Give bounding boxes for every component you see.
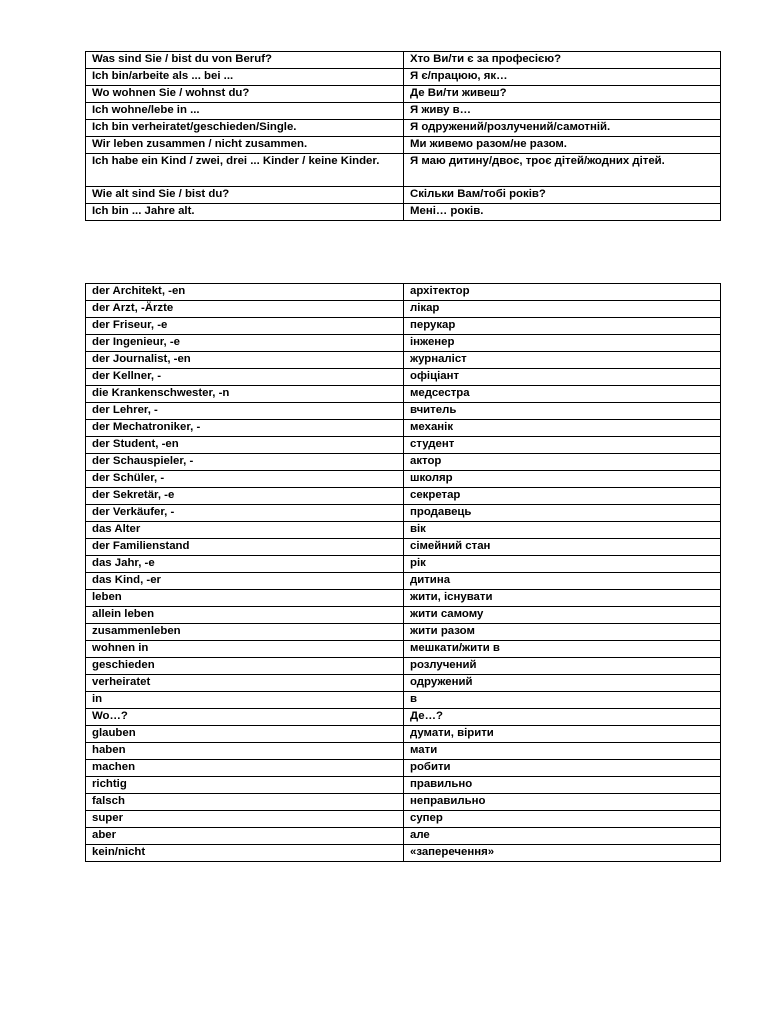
phrases-table-body [86, 52, 721, 221]
ukrainian-translation-cell: продавець [404, 505, 721, 522]
ukrainian-translation-cell: офіціант [404, 369, 721, 386]
german-term-cell: der Kellner, - [86, 369, 404, 386]
vocabulary-row [86, 573, 721, 590]
vocabulary-row [86, 845, 721, 862]
german-term-cell: verheiratet [86, 675, 404, 692]
ukrainian-translation-cell: але [404, 828, 721, 845]
phrase-row [86, 187, 721, 204]
phrase-row [86, 103, 721, 120]
vocabulary-row [86, 624, 721, 641]
german-term-cell: der Lehrer, - [86, 403, 404, 420]
phrase-row [86, 137, 721, 154]
ukrainian-translation-cell: мешкати/жити в [404, 641, 721, 658]
ukrainian-translation-cell: актор [404, 454, 721, 471]
phrase-row [86, 69, 721, 86]
vocabulary-row [86, 692, 721, 709]
german-term-cell: der Ingenieur, -e [86, 335, 404, 352]
ukrainian-translation-cell: рік [404, 556, 721, 573]
vocabulary-row [86, 658, 721, 675]
ukrainian-translation-cell: Я одружений/розлучений/самотній. [404, 120, 721, 137]
phrase-row [86, 154, 721, 187]
ukrainian-translation-cell: інженер [404, 335, 721, 352]
german-term-cell: der Sekretär, -e [86, 488, 404, 505]
ukrainian-translation-cell: сімейний стан [404, 539, 721, 556]
ukrainian-translation-cell: Мені… років. [404, 204, 721, 221]
ukrainian-translation-cell: в [404, 692, 721, 709]
vocabulary-row [86, 539, 721, 556]
ukrainian-translation-cell: Я маю дитину/двоє, троє дітей/жодних дітей. [404, 154, 721, 187]
ukrainian-translation-cell: секретар [404, 488, 721, 505]
german-term-cell: glauben [86, 726, 404, 743]
vocabulary-row [86, 335, 721, 352]
vocabulary-row [86, 420, 721, 437]
vocabulary-row [86, 607, 721, 624]
ukrainian-translation-cell: «заперечення» [404, 845, 721, 862]
vocabulary-row [86, 318, 721, 335]
vocabulary-row [86, 301, 721, 318]
german-term-cell: der Verkäufer, - [86, 505, 404, 522]
vocabulary-row [86, 522, 721, 539]
german-term-cell: der Mechatroniker, - [86, 420, 404, 437]
german-term-cell: richtig [86, 777, 404, 794]
ukrainian-translation-cell: робити [404, 760, 721, 777]
vocabulary-row [86, 777, 721, 794]
ukrainian-translation-cell: неправильно [404, 794, 721, 811]
german-term-cell: Wo…? [86, 709, 404, 726]
ukrainian-translation-cell: вчитель [404, 403, 721, 420]
vocabulary-row [86, 556, 721, 573]
german-term-cell: Wie alt sind Sie / bist du? [86, 187, 404, 204]
phrase-row [86, 204, 721, 221]
vocabulary-row [86, 454, 721, 471]
vocabulary-row [86, 675, 721, 692]
phrase-row [86, 86, 721, 103]
vocabulary-row [86, 386, 721, 403]
german-term-cell: allein leben [86, 607, 404, 624]
ukrainian-translation-cell: Я є/працюю, як… [404, 69, 721, 86]
german-term-cell: der Schauspieler, - [86, 454, 404, 471]
ukrainian-translation-cell: Ми живемо разом/не разом. [404, 137, 721, 154]
vocabulary-row [86, 352, 721, 369]
german-term-cell: die Krankenschwester, -n [86, 386, 404, 403]
german-term-cell: aber [86, 828, 404, 845]
ukrainian-translation-cell: перукар [404, 318, 721, 335]
german-term-cell: super [86, 811, 404, 828]
german-term-cell: falsch [86, 794, 404, 811]
vocabulary-row [86, 590, 721, 607]
ukrainian-translation-cell: Я живу в… [404, 103, 721, 120]
german-term-cell: Was sind Sie / bist du von Beruf? [86, 52, 404, 69]
ukrainian-translation-cell: розлучений [404, 658, 721, 675]
phrase-row [86, 120, 721, 137]
german-term-cell: der Arzt, -Ärzte [86, 301, 404, 318]
ukrainian-translation-cell: Де…? [404, 709, 721, 726]
german-term-cell: das Kind, -er [86, 573, 404, 590]
german-term-cell: kein/nicht [86, 845, 404, 862]
german-term-cell: der Architekt, -en [86, 284, 404, 301]
ukrainian-translation-cell: мати [404, 743, 721, 760]
german-term-cell: der Friseur, -e [86, 318, 404, 335]
german-term-cell: Ich habe ein Kind / zwei, drei ... Kinder / keine Kinder. [86, 154, 404, 187]
vocabulary-row [86, 641, 721, 658]
vocabulary-row [86, 811, 721, 828]
ukrainian-translation-cell: правильно [404, 777, 721, 794]
german-term-cell: Wir leben zusammen / nicht zusammen. [86, 137, 404, 154]
ukrainian-translation-cell: думати, вірити [404, 726, 721, 743]
german-term-cell: haben [86, 743, 404, 760]
german-term-cell: Ich bin ... Jahre alt. [86, 204, 404, 221]
vocabulary-row [86, 471, 721, 488]
ukrainian-translation-cell: механік [404, 420, 721, 437]
ukrainian-translation-cell: лікар [404, 301, 721, 318]
german-term-cell: geschieden [86, 658, 404, 675]
german-term-cell: der Journalist, -en [86, 352, 404, 369]
ukrainian-translation-cell: вік [404, 522, 721, 539]
ukrainian-translation-cell: Хто Ви/ти є за професією? [404, 52, 721, 69]
ukrainian-translation-cell: студент [404, 437, 721, 454]
german-term-cell: der Schüler, - [86, 471, 404, 488]
phrase-row [86, 52, 721, 69]
vocabulary-row [86, 794, 721, 811]
ukrainian-translation-cell: супер [404, 811, 721, 828]
ukrainian-translation-cell: медсестра [404, 386, 721, 403]
german-term-cell: das Jahr, -e [86, 556, 404, 573]
german-term-cell: leben [86, 590, 404, 607]
ukrainian-translation-cell: Скільки Вам/тобі років? [404, 187, 721, 204]
vocabulary-row [86, 369, 721, 386]
vocabulary-row [86, 488, 721, 505]
ukrainian-translation-cell: жити, існувати [404, 590, 721, 607]
vocabulary-row [86, 284, 721, 301]
german-term-cell: machen [86, 760, 404, 777]
vocabulary-table [85, 283, 721, 862]
phrases-table [85, 51, 721, 221]
vocabulary-row [86, 437, 721, 454]
german-term-cell: das Alter [86, 522, 404, 539]
vocabulary-row [86, 726, 721, 743]
ukrainian-translation-cell: жити самому [404, 607, 721, 624]
german-term-cell: Ich wohne/lebe in ... [86, 103, 404, 120]
vocabulary-row [86, 743, 721, 760]
ukrainian-translation-cell: жити разом [404, 624, 721, 641]
german-term-cell: Wo wohnen Sie / wohnst du? [86, 86, 404, 103]
ukrainian-translation-cell: Де Ви/ти живеш? [404, 86, 721, 103]
german-term-cell: der Student, -en [86, 437, 404, 454]
ukrainian-translation-cell: одружений [404, 675, 721, 692]
vocabulary-row [86, 709, 721, 726]
ukrainian-translation-cell: архітектор [404, 284, 721, 301]
german-term-cell: Ich bin verheiratet/geschieden/Single. [86, 120, 404, 137]
ukrainian-translation-cell: школяр [404, 471, 721, 488]
ukrainian-translation-cell: дитина [404, 573, 721, 590]
vocabulary-row [86, 403, 721, 420]
vocabulary-row [86, 760, 721, 777]
german-term-cell: in [86, 692, 404, 709]
german-term-cell: Ich bin/arbeite als ... bei ... [86, 69, 404, 86]
german-term-cell: der Familienstand [86, 539, 404, 556]
vocabulary-row [86, 828, 721, 845]
vocabulary-table-body [86, 284, 721, 862]
vocabulary-row [86, 505, 721, 522]
german-term-cell: zusammenleben [86, 624, 404, 641]
german-term-cell: wohnen in [86, 641, 404, 658]
ukrainian-translation-cell: журналіст [404, 352, 721, 369]
